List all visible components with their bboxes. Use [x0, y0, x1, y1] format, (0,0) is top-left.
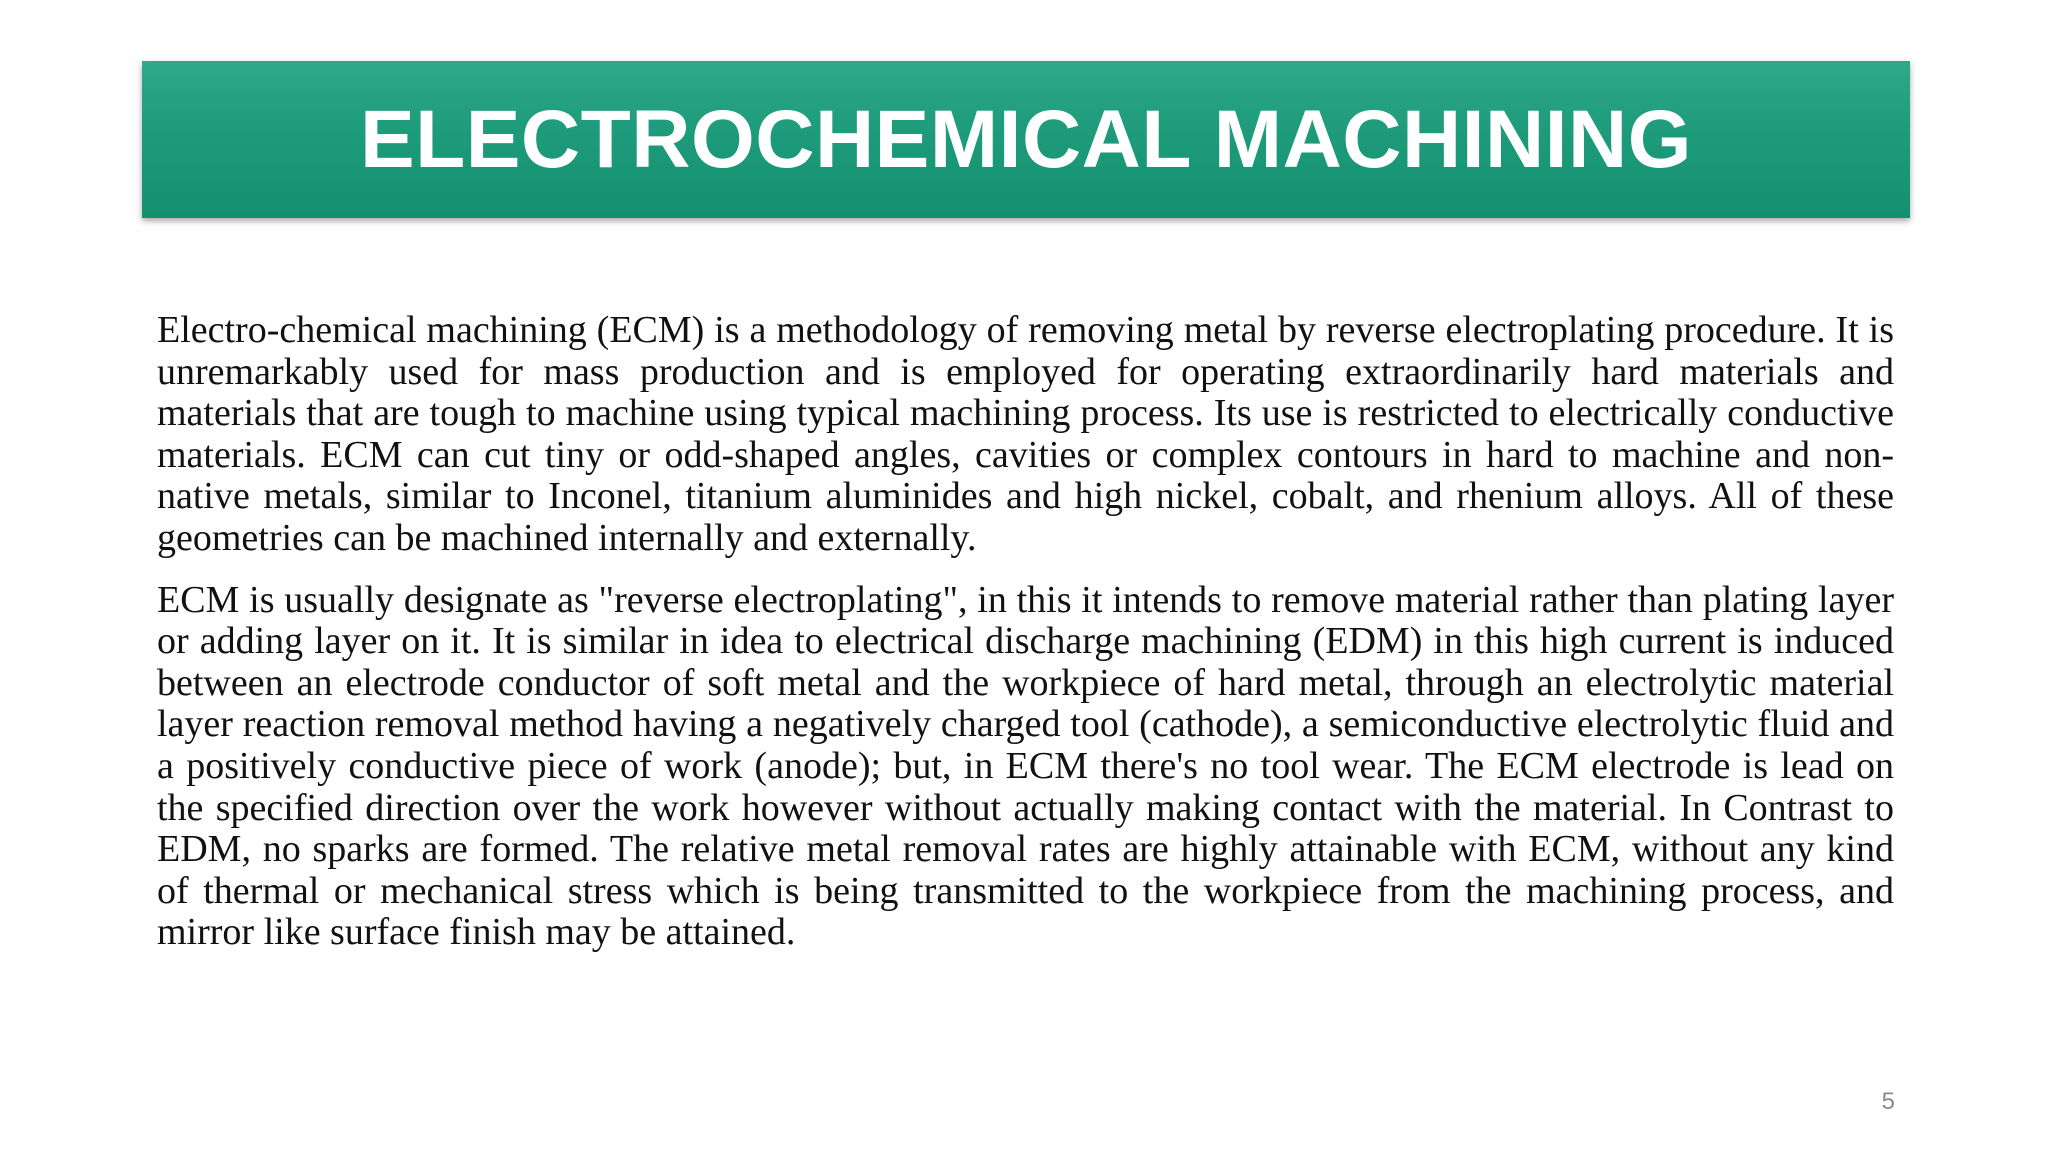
slide-body	[157, 310, 1894, 974]
title-banner	[142, 61, 1910, 218]
paragraph-1: Electro-chemical machining (ECM) is a methodology of removing metal by reverse electroplating procedure. It is unremarkably used for mass production and is employed for operating extraordinarily hard materials and materials that are tough to machine using typical machining process. Its use is restricted to electrically conductive materials. ECM can cut tiny or odd-shaped angles, cavities or complex contours in hard to machine and non-native metals, similar to Inconel, titanium aluminides and high nickel, cobalt, and rhenium alloys. All of these geometries can be machined internally and externally.	[157, 309, 1894, 559]
paragraph-2: ECM is usually designate as "reverse electroplating", in this it intends to remove material rather than plating layer or adding layer on it. It is similar in idea to electrical discharge machining (EDM) in this high current is induced between an electrode conductor of soft metal and the workpiece of hard metal, through an electrolytic material layer reaction removal method having a negatively charged tool (cathode), a semiconductive electrolytic fluid and a positively conductive piece of work (anode); but, in ECM there's no tool wear. The ECM electrode is lead on the specified direction over the work however without actually making contact with the material. In Contrast to EDM, no sparks are formed. The relative metal removal rates are highly attainable with ECM, without any kind of thermal or mechanical stress which is being transmitted to the workpiece from the machining process, and mirror like surface finish may be attained.	[157, 578, 1894, 954]
slide-title: ELECTROCHEMICAL MACHINING	[359, 93, 1693, 185]
page-number: 5	[1881, 1088, 1895, 1115]
